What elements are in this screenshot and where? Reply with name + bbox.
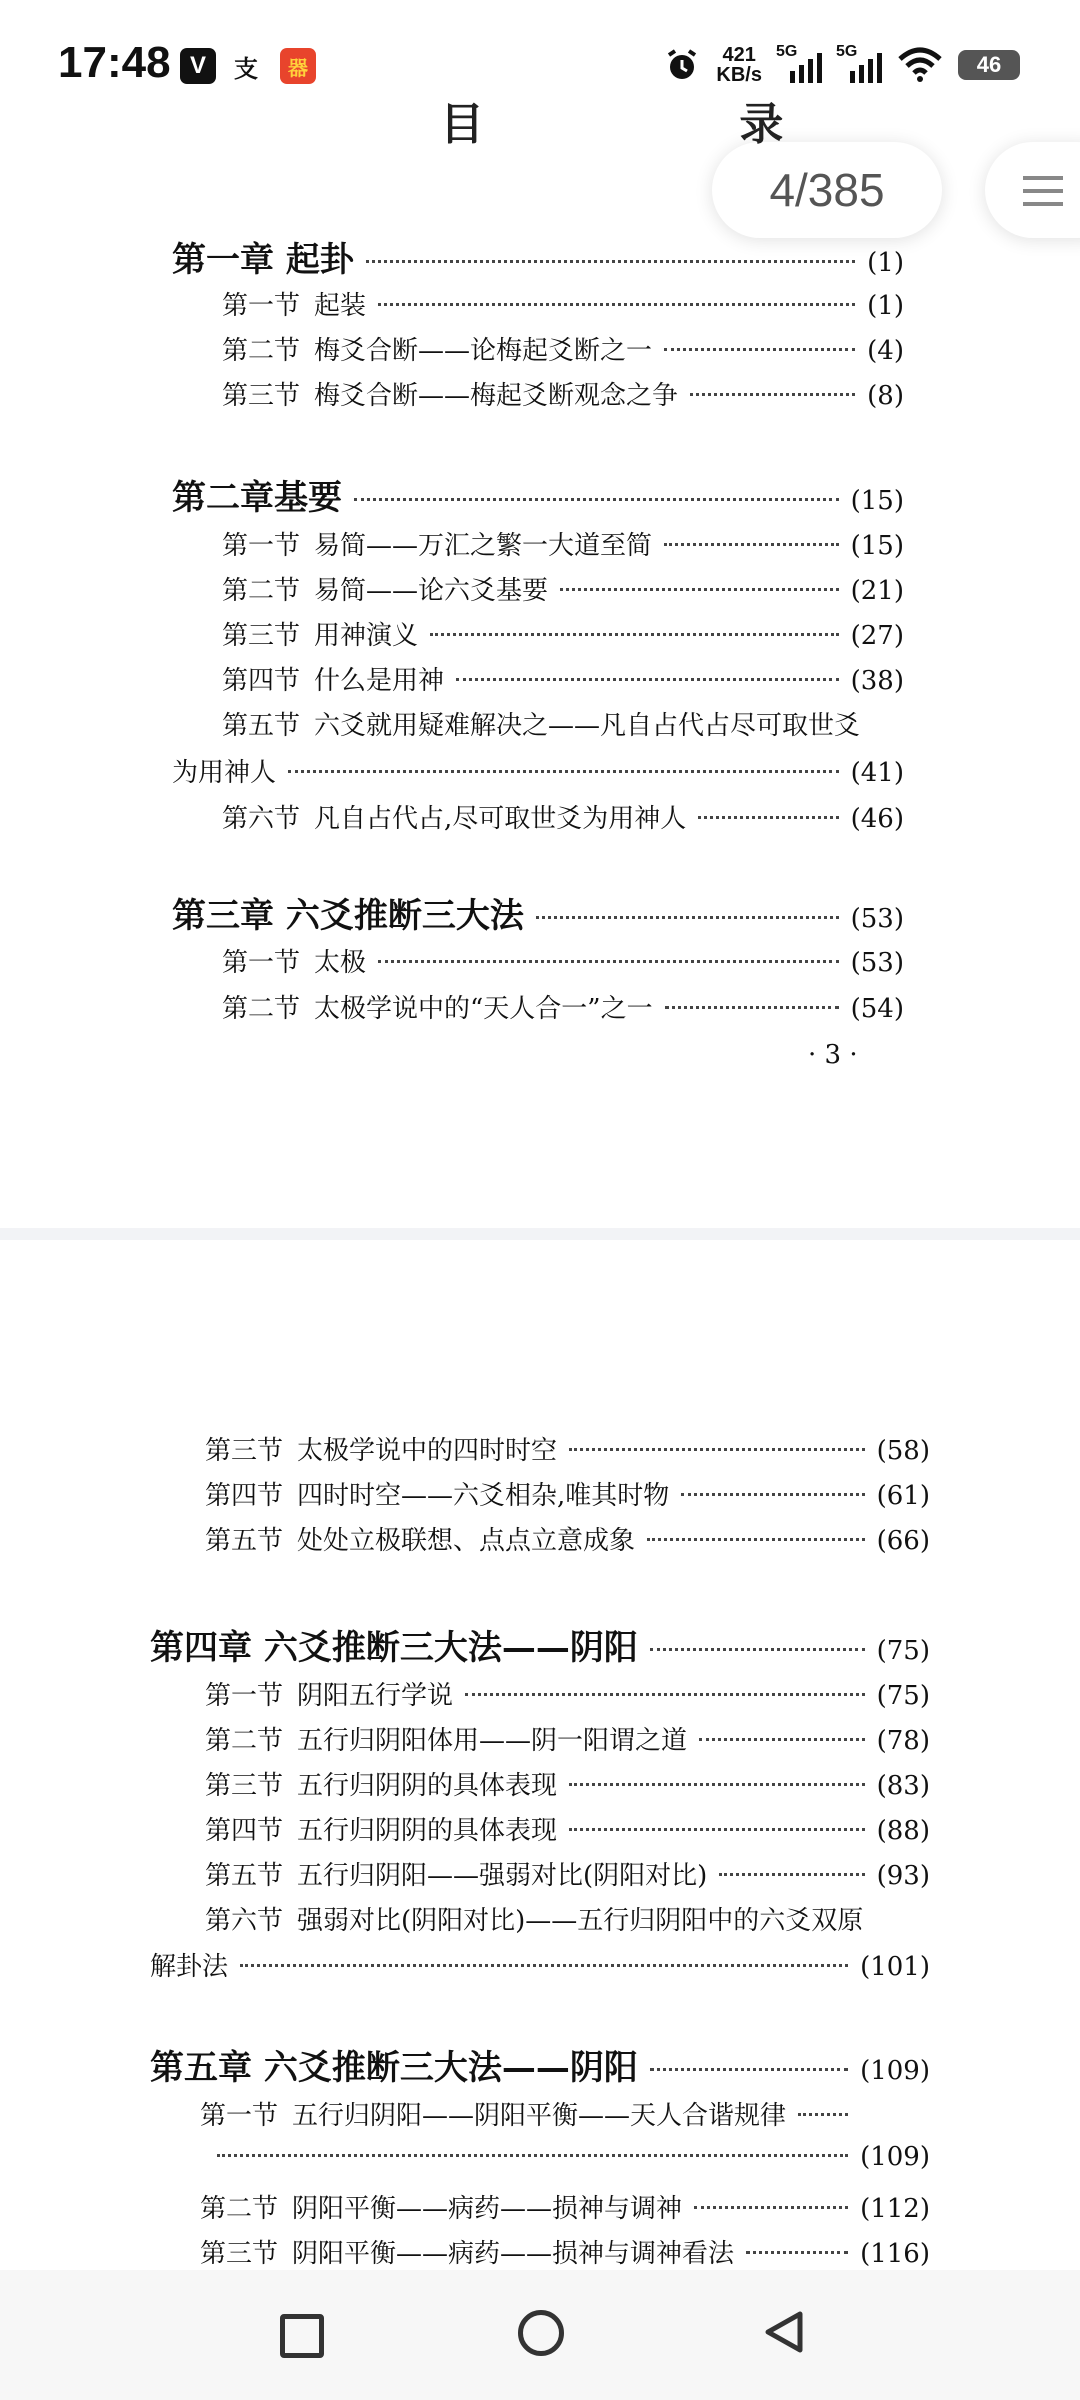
- toc-entry[interactable]: 第三节 五行归阴阴的具体表现 (83): [205, 1771, 930, 1801]
- page-indicator[interactable]: 4/385: [712, 142, 942, 238]
- toc-entry[interactable]: 第三节 用神演义 (27): [222, 621, 904, 651]
- page-separator: [0, 1228, 1080, 1240]
- toc-entry[interactable]: 第四节 什么是用神 (38): [222, 666, 904, 696]
- toc-entry[interactable]: 第二章基要 (15): [172, 478, 904, 518]
- toc-page-1: [0, 80, 1080, 1230]
- toc-entry[interactable]: 第六节 凡自占代占,尽可取世爻为用神人 (46): [222, 804, 904, 834]
- toc-entry[interactable]: 第二节 五行归阴阳体用——阴一阳谓之道 (78): [205, 1726, 930, 1756]
- status-time: 17:48: [58, 38, 171, 87]
- toc-entry[interactable]: 第四节 四时时空——六爻相杂,唯其时物 (61): [205, 1481, 930, 1511]
- vpn-app-icon: V: [180, 48, 216, 84]
- wifi-icon: [898, 47, 942, 83]
- toc-entry[interactable]: 第五节 六爻就用疑难解决之——凡自占代占尽可取世爻: [222, 711, 861, 741]
- toc-entry[interactable]: 第二节 易简——论六爻基要 (21): [222, 576, 904, 606]
- toc-entry[interactable]: 第一章 起卦 (1): [172, 240, 904, 280]
- store-app-icon: 器: [280, 48, 316, 84]
- toc-entry[interactable]: 第三节 梅爻合断——梅起爻断观念之争 (8): [222, 381, 904, 411]
- toc-heading-fragment: 目 录: [440, 99, 904, 150]
- toc-entry[interactable]: 第三节 阴阳平衡——病药——损神与调神看法 (116): [200, 2239, 930, 2269]
- toc-entry-continued[interactable]: 解卦法 (101): [150, 1952, 930, 1982]
- toc-entry[interactable]: 第一节 易简——万汇之繁一大道至简 (15): [222, 531, 904, 561]
- toc-entry[interactable]: 第五章 六爻推断三大法——阴阳 (109): [150, 2048, 930, 2088]
- toc-entry[interactable]: 第四章 六爻推断三大法——阴阳 (75): [150, 1628, 930, 1668]
- toc-entry[interactable]: 第一节 起装 (1): [222, 291, 904, 321]
- toc-entry[interactable]: 第一节 太极 (53): [222, 948, 904, 978]
- alipay-app-icon: 支: [234, 55, 258, 83]
- toc-entry[interactable]: 第四节 五行归阴阴的具体表现 (88): [205, 1816, 930, 1846]
- home-circle-icon[interactable]: [518, 2310, 564, 2356]
- battery-icon: 46: [958, 50, 1020, 80]
- net-speed: 421 KB/s: [716, 44, 762, 86]
- toc-entry[interactable]: 第三章 六爻推断三大法 (53): [172, 896, 904, 936]
- toc-entry[interactable]: 第二节 梅爻合断——论梅起爻断之一 (4): [222, 336, 904, 366]
- signal-sim2-icon: 5G: [838, 47, 882, 83]
- toc-page-2: [0, 1240, 1080, 2270]
- toc-entry-continued[interactable]: 为用神人 (41): [172, 758, 904, 788]
- toc-entry[interactable]: 第一节 五行归阴阳——阴阳平衡——天人合谐规律: [200, 2095, 930, 2132]
- system-nav-bar: [0, 2270, 1080, 2400]
- recent-apps-square-icon[interactable]: [280, 2314, 324, 2358]
- toc-entry[interactable]: 第二节 太极学说中的“天人合一”之一 (54): [222, 994, 904, 1024]
- back-triangle-icon[interactable]: [760, 2308, 808, 2356]
- toc-entry[interactable]: 第五节 五行归阴阳——强弱对比(阴阳对比) (93): [205, 1861, 930, 1891]
- toc-entry[interactable]: 第一节 阴阳五行学说 (75): [205, 1681, 930, 1711]
- toc-entry[interactable]: 第三节 太极学说中的四时时空 (58): [205, 1436, 930, 1466]
- page-number: · 3 ·: [808, 1040, 858, 1070]
- toc-entry[interactable]: 第二节 阴阳平衡——病药——损神与调神 (112): [200, 2194, 930, 2224]
- toc-entry[interactable]: 第五节 处处立极联想、点点立意成象 (66): [205, 1526, 930, 1556]
- toc-entry[interactable]: 第六节 强弱对比(阴阳对比)——五行归阴阳中的六爻双原: [205, 1906, 864, 1936]
- alarm-icon: [664, 47, 700, 83]
- signal-sim1-icon: 5G: [778, 47, 822, 83]
- toc-entry-continued[interactable]: (109): [205, 2142, 930, 2172]
